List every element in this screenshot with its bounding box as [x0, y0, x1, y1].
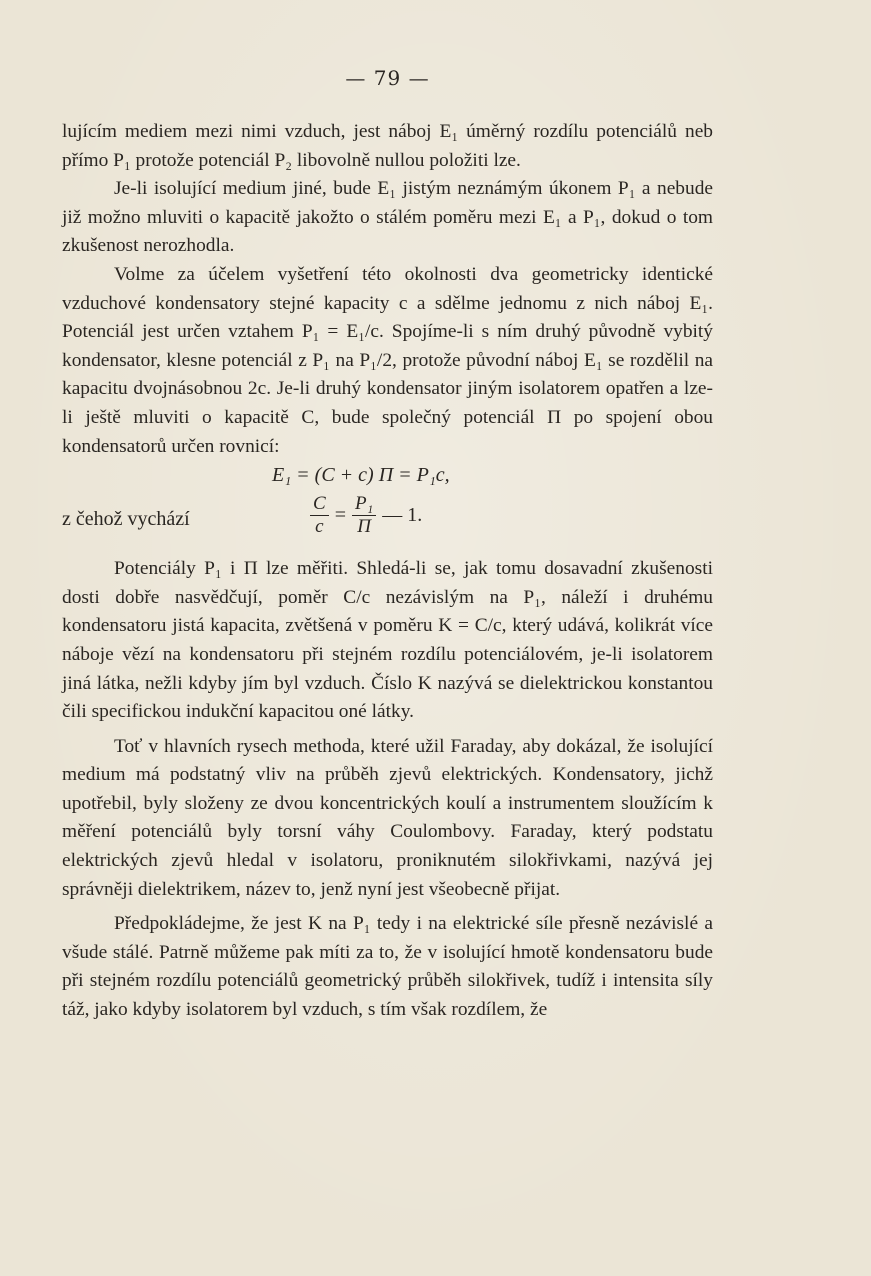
- fraction-denominator: Π: [357, 516, 371, 538]
- fraction-p-over-pi: [352, 493, 376, 538]
- page-number: — 79 —: [345, 66, 430, 90]
- paragraph-6: Předpokládejme, že jest K na P₁ tedy i na elektrické síle přesně nezávislé a všude stálé. Patrně můžeme pak míti za to, že v isolující hmotě kondensatoru bude při stejném rozdílu potenciálů geometrický průběh silokřivek, tudíž i intensita síly táž, jako kdyby isolatorem byl vzduch, s tím však rozdílem, že: [62, 913, 713, 1021]
- text-body: [62, 118, 713, 1025]
- equation-ratio-expression: [310, 493, 428, 538]
- equation-charge-expression: E₁ = (C + c) Π = P₁c,: [272, 464, 450, 487]
- fraction-denominator: c: [315, 516, 324, 538]
- paragraph-1: lujícím mediem mezi nimi vzduch, jest náboj E₁ úměrný rozdílu potenciálů neb přímo P₁ protože potenciál P₂ libovolně nullou položiti lze.: [62, 121, 713, 171]
- equation-charge: [62, 461, 713, 489]
- fraction-c-over-c: [310, 493, 329, 538]
- fraction-numerator: P₁: [352, 493, 376, 516]
- paragraph-4: Potenciály P₁ i Π lze měřiti. Shledá-li se, jak tomu dosavadní zkušenosti dosti dobře nasvědčují, poměr C/c nezávislým na P₁, náleží i druhému kondensatoru jistá kapacita, zvětšená v poměru K = C/c, který udává, kolikrát více náboje vězí na kondensatoru při stejném rozdílu potenciálovém, je-li isolatorem jiná látka, nežli kdyby jím byl vzduch. Číslo K nazývá se dielektrickou konstantou čili specifickou indukční kapacitou oné látky.: [62, 558, 713, 723]
- equation-ratio: [62, 489, 713, 555]
- minus-one: — 1.: [382, 504, 423, 527]
- equals-sign: =: [334, 504, 346, 527]
- paragraph-5: Toť v hlavních rysech methoda, které užil Faraday, aby dokázal, že isolující medium má podstatný vliv na průběh zjevů elektrických. Kondensatory, jichž upotřebil, byly složeny ze dvou koncentrických koulí a instrumentem sloužícím k měření potenciálů byly torsní váhy Coulombovy. Faraday, který podstatu elektrických zjevů hledal v isolatoru, proniknutém silokřivkami, nazývá jej správněji dielektrikem, název to, jenž nyní jest všeobecně přijat.: [62, 735, 713, 900]
- equation-ratio-label: z čehož vychází: [62, 508, 190, 531]
- paragraph-3: Volme za účelem vyšetření této okolnosti dva geometricky identické vzduchové kondensatory stejné kapacity c a sdělme jednomu z nich náboj E₁. Potenciál jest určen vztahem P₁ = E₁/c. Spojíme-li s ním druhý původně vybitý kondensator, klesne potenciál z P₁ na P₁/2, protože původní náboj E₁ se rozdělil na kapacitu dvojnásobnou 2c. Je-li druhý kondensator jiným isolatorem opatřen a lze-li ještě mluviti o kapacitě C, bude společný potenciál Π po spojení obou kondensatorů určen rovnicí:: [62, 263, 713, 457]
- paragraph-2: Je-li isolující medium jiné, bude E₁ jistým neznámým úkonem P₁ a nebude již možno mluviti o kapacitě jakožto o stálém poměru mezi E₁ a P₁, dokud o tom zkušenost nerozhodla.: [62, 178, 713, 257]
- fraction-numerator: C: [310, 493, 329, 516]
